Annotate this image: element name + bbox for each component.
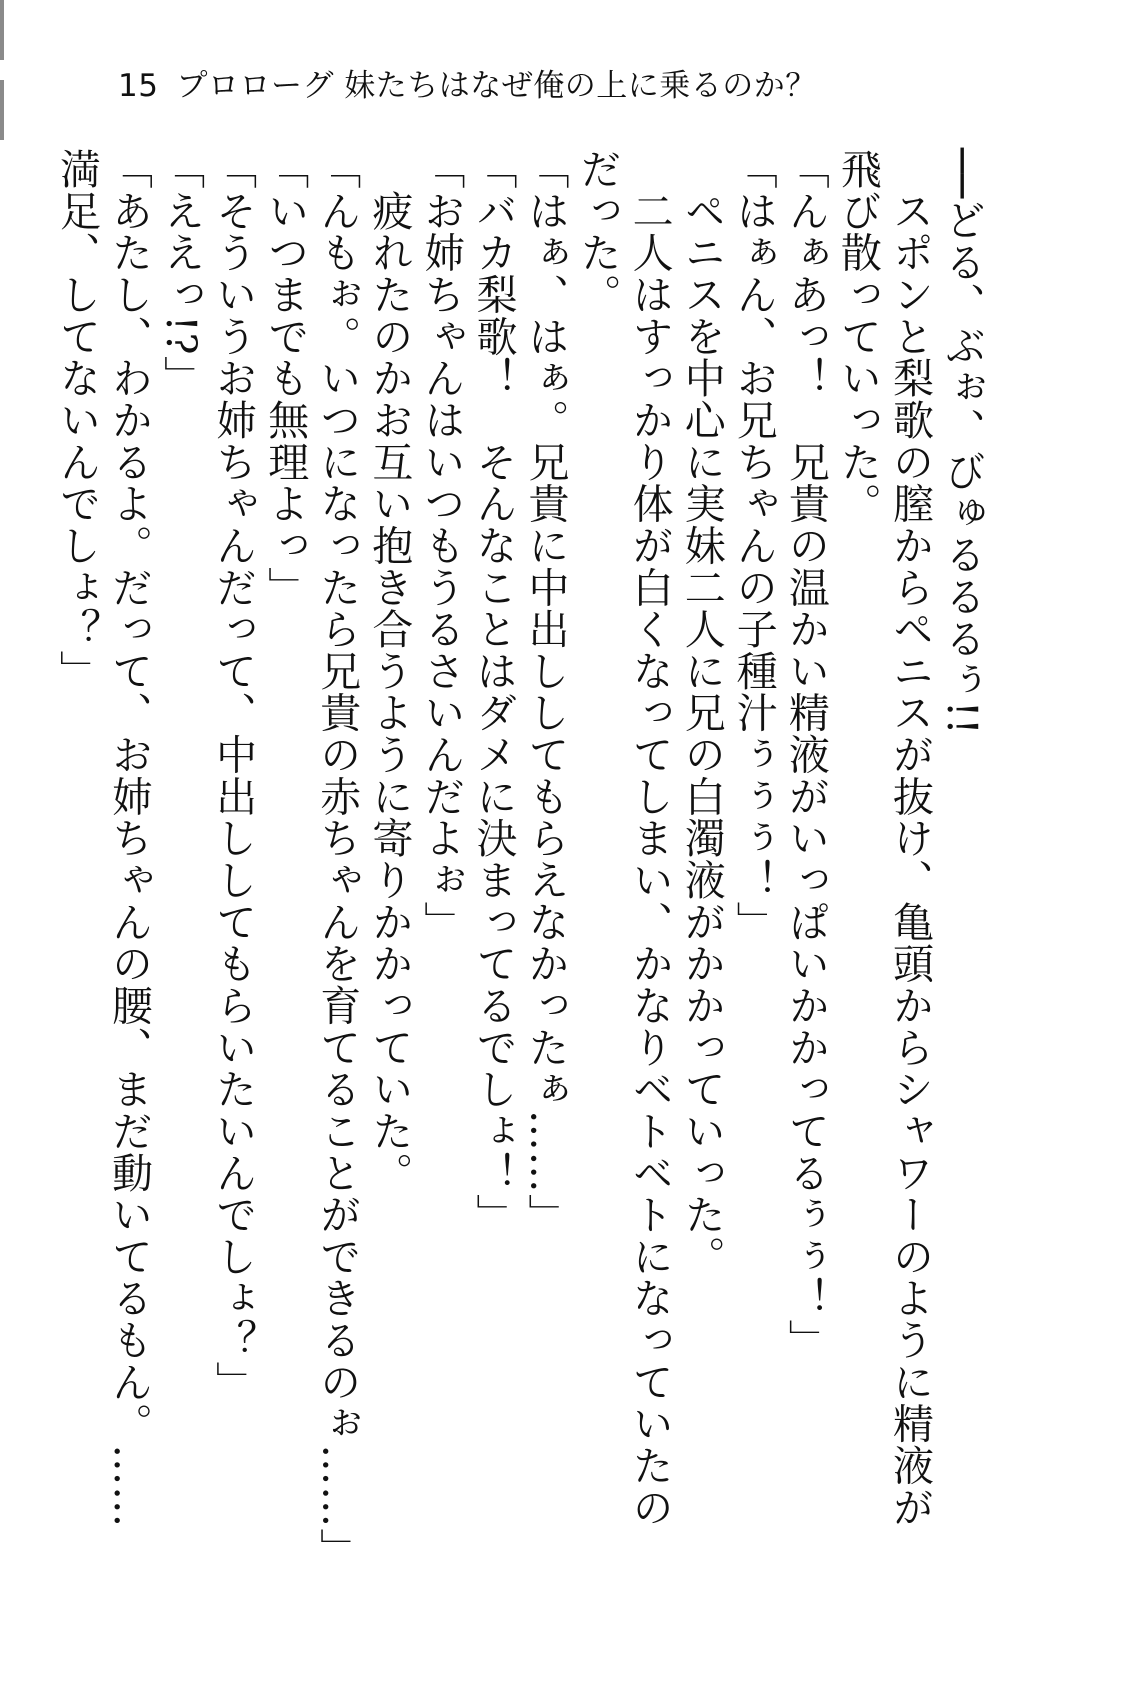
paragraph: 二人はすっかり体が白くなってしまい、かなりベトベトになっていたのだった。 xyxy=(573,148,674,1529)
dialogue-line: 「いつまでも無理よっ」 xyxy=(261,148,310,609)
paragraph: ──どる、ぶぉ、びゅるるるぅ!! xyxy=(938,148,986,736)
dialogue-line: 「お姉ちゃんはいつもうるさいんだよぉ」 xyxy=(417,148,466,943)
running-head xyxy=(118,66,817,106)
dialogue-line: 「んもぉ。いつになったら兄貴の赤ちゃんを育てることができるのぉ……」 xyxy=(313,148,362,1570)
dialogue-line: 「そういうお姉ちゃんだって、中出ししてもらいたいんでしょ？」 xyxy=(209,148,258,1403)
dialogue-line: 「バカ梨歌！ そんなことはダメに決まってるでしょ！」 xyxy=(469,148,518,1236)
vertical-body-text xyxy=(52,148,988,1570)
dialogue-line: 「はぁ、はぁ。兄貴に中出ししてもらえなかったぁ……」 xyxy=(521,148,570,1236)
paragraph: スポンと梨歌の膣からペニスが抜け、亀頭からシャワーのように精液が飛び散っていった。 xyxy=(833,148,934,1529)
page-number: 15 xyxy=(118,68,159,104)
dialogue-line: 「ええっ!?」 xyxy=(157,148,206,398)
dialogue-line: 「んぁあっ！ 兄貴の温かい精液がいっぱいかかってるぅぅ！」 xyxy=(781,148,830,1361)
paragraph: 疲れたのかお互い抱き合うように寄りかかっていた。 xyxy=(365,148,414,1194)
page-edge-mark xyxy=(0,80,4,140)
chapter-title: プロローグ 妹たちはなぜ俺の上に乗るのか？ xyxy=(176,68,817,104)
dialogue-line: 「あたし、わかるよ。だって、お姉ちゃんの腰、まだ動いてるもん。……満足、してないんでしょ？」 xyxy=(52,148,153,1529)
page-edge-mark xyxy=(0,0,4,60)
dialogue-line: 「はぁん、お兄ちゃんの子種汁ぅぅぅ！」 xyxy=(729,148,778,943)
paragraph: ペニスを中心に実妹二人に兄の白濁液がかかっていった。 xyxy=(677,148,726,1278)
